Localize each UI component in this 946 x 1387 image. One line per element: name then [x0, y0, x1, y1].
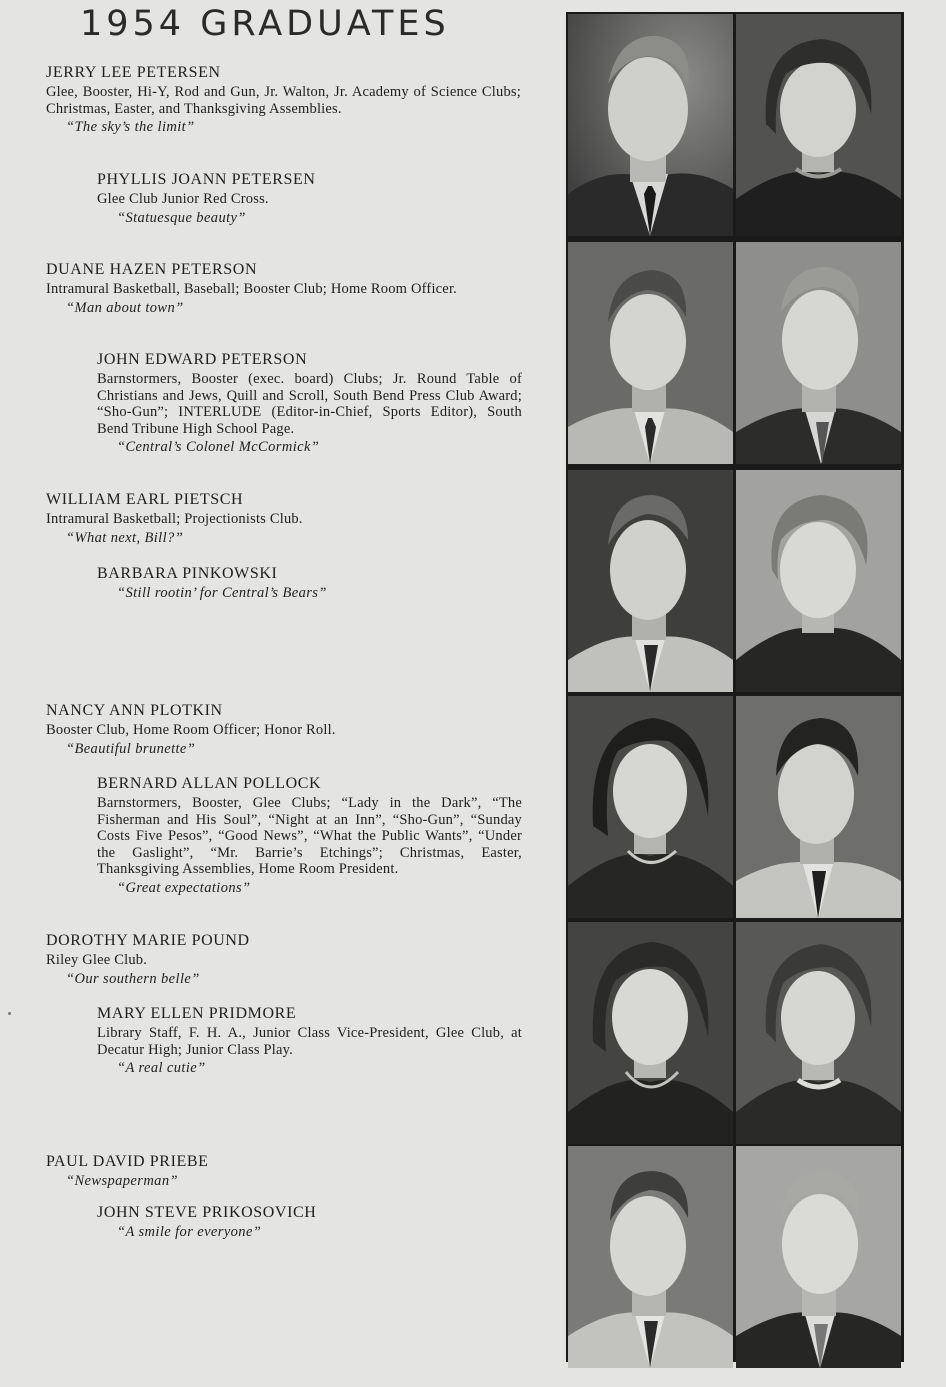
graduate-entry	[97, 351, 522, 456]
graduate-entry	[46, 64, 521, 136]
portrait-photo	[568, 470, 733, 692]
portrait-photo	[736, 242, 901, 464]
graduate-activities: Barnstormers, Booster, Glee Clubs; “Lady in the Dark”, “The Fisherman and His Soul”, “Night at an Inn”, “Sho-Gun”, “Sunday Costs Five Pesos”, “Good News”, “What the Public Wants”, “Under the Gaslight”, “Mr. Barrie’s Etchings”; Christmas, Easter, Thanksgiving Assemblies, Home Room President.	[97, 795, 522, 877]
graduate-entry	[97, 565, 522, 602]
graduate-activities: Library Staff, F. H. A., Junior Class Vice-President, Glee Club, at Decatur High; Junior Class Play.	[97, 1025, 522, 1058]
graduate-entry	[46, 932, 521, 988]
graduate-entry	[97, 775, 522, 897]
graduate-entry	[97, 171, 522, 227]
graduate-motto: “Still rootin’ for Central’s Bears”	[117, 585, 327, 601]
graduate-name: NANCY ANN PLOTKIN	[46, 702, 223, 719]
graduate-activities: Booster Club, Home Room Officer; Honor Roll.	[46, 722, 336, 738]
portrait-photo	[568, 14, 733, 236]
graduate-activities: Barnstormers, Booster (exec. board) Clubs; Jr. Round Table of Christians and Jews, Quill and Scroll, South Bend Press Club Award; “Sho-Gun”; INTERLUDE (Editor-in-Chief, Sports Editor), South Bend Tribune High School Page.	[97, 371, 522, 437]
graduate-name: DOROTHY MARIE POUND	[46, 932, 250, 949]
portrait-photo	[736, 470, 901, 692]
graduate-entry	[46, 261, 521, 317]
margin-mark	[8, 1012, 11, 1015]
graduate-name: BARBARA PINKOWSKI	[97, 565, 278, 582]
graduate-motto: “Newspaperman”	[66, 1173, 178, 1189]
graduate-entry	[97, 1005, 522, 1077]
graduate-entry	[46, 1153, 521, 1190]
graduate-activities: Intramural Basketball, Baseball; Booster Club; Home Room Officer.	[46, 281, 457, 297]
portrait-photo	[568, 1146, 733, 1368]
graduate-motto: “A real cutie”	[117, 1060, 206, 1076]
portrait-photo	[568, 696, 733, 918]
graduate-motto: “The sky’s the limit”	[66, 119, 195, 135]
portrait-photo	[736, 14, 901, 236]
graduate-name: PHYLLIS JOANN PETERSEN	[97, 171, 316, 188]
graduate-motto: “Man about town”	[66, 299, 184, 316]
graduate-activities: Glee Club Junior Red Cross.	[97, 191, 269, 207]
graduate-motto: “What next, Bill?”	[66, 529, 184, 546]
graduate-activities: Glee, Booster, Hi-Y, Rod and Gun, Jr. Walton, Jr. Academy of Science Clubs; Christmas, Easter, and Thanksgiving Assemblies.	[46, 84, 521, 117]
graduate-name: PAUL DAVID PRIEBE	[46, 1153, 209, 1170]
graduate-motto: “Our southern belle”	[66, 970, 200, 987]
graduate-activities: Intramural Basketball; Projectionists Club.	[46, 511, 303, 527]
graduate-motto: “Statuesque beauty”	[117, 209, 246, 226]
graduate-name: JOHN STEVE PRIKOSOVICH	[97, 1204, 317, 1221]
portrait-photo	[736, 696, 901, 918]
portrait-photo	[568, 242, 733, 464]
graduate-name: JOHN EDWARD PETERSON	[97, 351, 308, 368]
graduate-name: WILLIAM EARL PIETSCH	[46, 491, 244, 508]
portrait-grid	[566, 12, 904, 1362]
graduate-motto: “Beautiful brunette”	[66, 740, 196, 757]
portrait-photo	[736, 922, 901, 1144]
portrait-photo	[736, 1146, 901, 1368]
graduate-motto: “A smile for everyone”	[117, 1224, 262, 1240]
portrait-photo	[568, 922, 733, 1144]
graduate-name: DUANE HAZEN PETERSON	[46, 261, 258, 278]
graduate-entry	[97, 1204, 522, 1241]
graduate-name: MARY ELLEN PRIDMORE	[97, 1005, 297, 1022]
graduate-activities: Riley Glee Club.	[46, 952, 148, 968]
graduate-name: JERRY LEE PETERSEN	[46, 64, 221, 81]
page-title: 1954 GRADUATES	[80, 4, 450, 44]
graduate-entry	[46, 491, 521, 547]
graduate-motto: “Central’s Colonel McCormick”	[117, 439, 320, 455]
graduate-entry	[46, 702, 521, 758]
graduate-motto: “Great expectations”	[117, 879, 251, 896]
graduate-name: BERNARD ALLAN POLLOCK	[97, 775, 322, 792]
